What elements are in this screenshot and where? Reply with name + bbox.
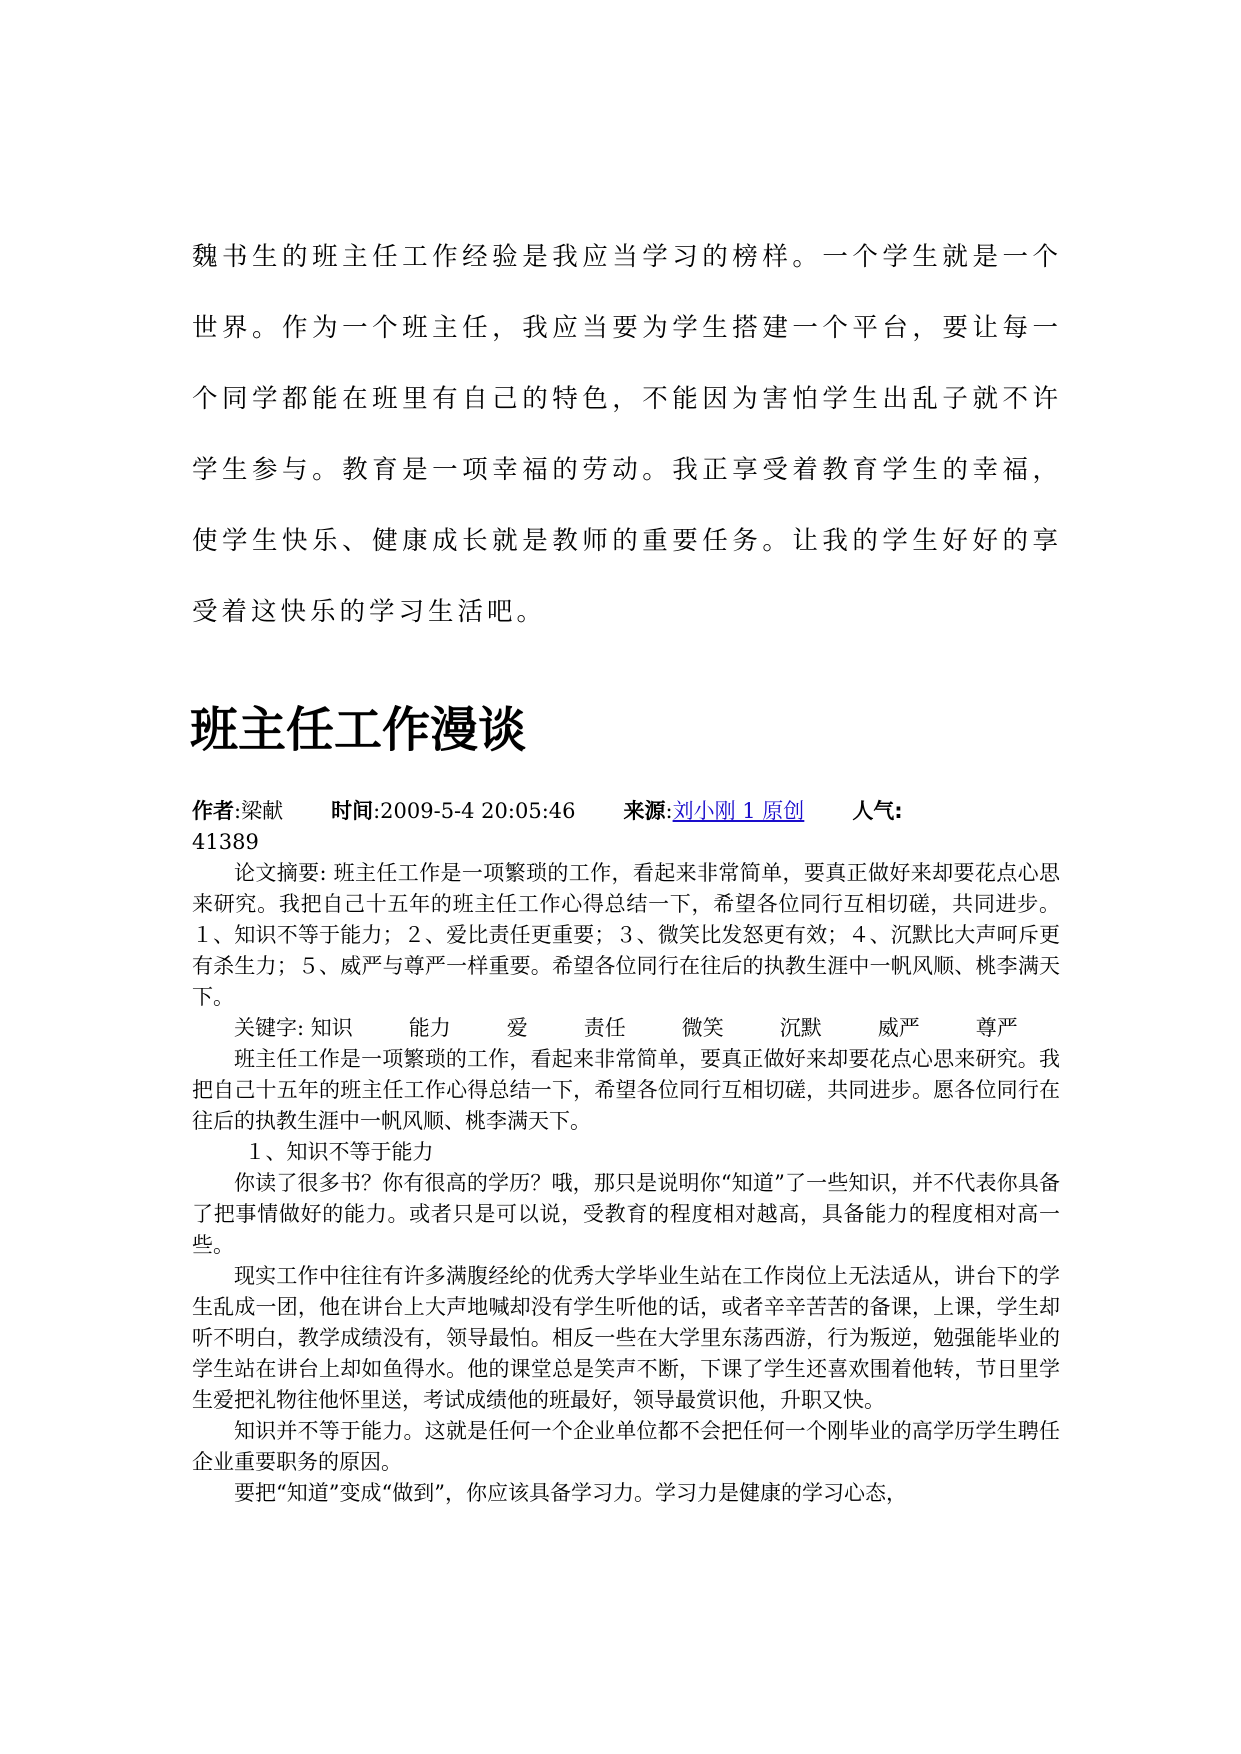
keyword: 尊严 [975, 1016, 1018, 1040]
article-body [192, 796, 1060, 1509]
keyword: 知识 [310, 1016, 353, 1040]
time-value: :2009-5-4 20:05:46 [373, 799, 576, 823]
source-separator: : [665, 799, 673, 823]
body-paragraph: 你读了很多书？你有很高的学历？哦，那只是说明你“知道”了一些知识，并不代表你具备了把事情做好的能力。或者只是可以说，受教育的程度相对越高，具备能力的程度相对高一些。 [192, 1171, 1060, 1257]
body-paragraph: 知识并不等于能力。这就是任何一个企业单位都不会把任何一个刚毕业的高学历学生聘任企业重要职务的原因。 [192, 1419, 1060, 1474]
author-value: :梁献 [234, 799, 284, 823]
intro-paragraph: 魏书生的班主任工作经验是我应当学习的榜样。一个学生就是一个世界。作为一个班主任，我应当要为学生搭建一个平台，要让每一个同学都能在班里有自己的特色，不能因为害怕学生出乱子就不许学生参与。教育是一项幸福的劳动。我正享受着教育学生的幸福，使学生快乐、健康成长就是教师的重要任务。让我的学生好好的享受着这快乐的学习生活吧。 [192, 242, 1062, 627]
author-label: 作者 [192, 799, 234, 823]
body-paragraph: 要把“知道”变成“做到”，你应该具备学习力。学习力是健康的学习心态， [234, 1481, 907, 1505]
keyword: 责任 [583, 1016, 626, 1040]
source-link[interactable]: 刘小刚 1 原创 [672, 799, 805, 823]
keyword: 爱 [506, 1016, 528, 1040]
abstract-paragraph: 论文摘要: 班主任工作是一项繁琐的工作，看起来非常简单，要真正做好来却要花点心思来研究。我把自己十五年的班主任工作心得总结一下，希望各位同行互相切磋，共同进步。１、知识不等于能力；２、爱比责任更重要；３、微笑比发怒更有效；４、沉默比大声呵斥更有杀生力；５、威严与尊严一样重要。希望各位同行在往后的执教生涯中一帆风顺、桃李满天下。 [192, 861, 1060, 1009]
source-label: 来源 [623, 799, 666, 823]
popularity-value: 41389 [192, 830, 259, 854]
body-paragraph: 现实工作中往往有许多满腹经纶的优秀大学毕业生站在工作岗位上无法适从，讲台下的学生乱成一团，他在讲台上大声地喊却没有学生听他的话，或者辛辛苦苦的备课，上课，学生却听不明白，教学成绩没有，领导最怕。相反一些在大学里东荡西游，行为叛逆，勉强能毕业的学生站在讲台上却如鱼得水。他的课堂总是笑声不断，下课了学生还喜欢围着他转，节日里学生爱把礼物往他怀里送，考试成绩他的班最好，领导最赏识他，升职又快。 [192, 1264, 1060, 1412]
keyword: 能力 [408, 1016, 451, 1040]
keywords-label: 关键字: [234, 1016, 305, 1040]
section-heading: １、知识不等于能力 [244, 1140, 434, 1164]
time-label: 时间 [331, 799, 374, 823]
keyword: 微笑 [681, 1016, 724, 1040]
keyword: 威严 [877, 1016, 920, 1040]
article-meta [192, 796, 1060, 858]
article-title: 班主任工作漫谈 [190, 702, 527, 758]
keywords-line [192, 1013, 1060, 1044]
keyword: 沉默 [779, 1016, 822, 1040]
popularity-label: 人气: [852, 799, 903, 823]
intro-body-paragraph: 班主任工作是一项繁琐的工作，看起来非常简单，要真正做好来却要花点心思来研究。我把自己十五年的班主任工作心得总结一下，希望各位同行互相切磋，共同进步。愿各位同行在往后的执教生涯中一帆风顺、桃李满天下。 [192, 1047, 1060, 1133]
